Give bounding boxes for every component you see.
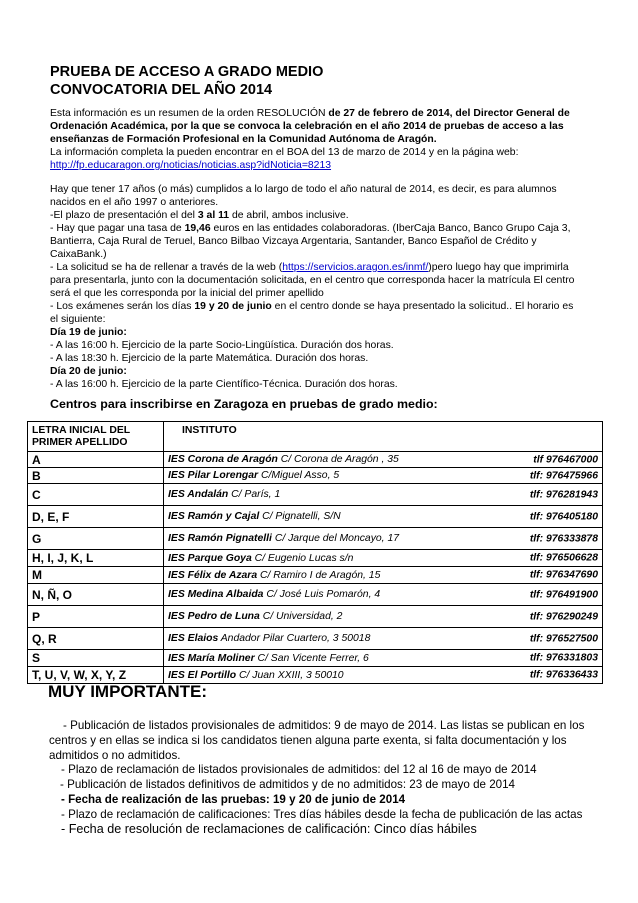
rule-exams-cont: el siguiente: [50,314,106,325]
rule-banks: Bantierra, Caja Rural de Teruel, Banco Bilbao Vizcaya Argentaria, Santander, Banco Español de Crédito y [50,236,537,247]
institute-name: IES Medina Albaida [168,589,264,600]
important-item-1: - Publicación de listados provisionales de admitidos: 9 de mayo de 2014. Las listas se publican en los [63,719,585,732]
table-row [28,452,603,468]
rule-text: - La solicitud se ha de rellenar a través de la web ( [50,262,283,273]
rule-web-cont-2: será el que les corresponda por la inicial del primer apellido [50,288,324,299]
important-item-6: - Fecha de resolución de reclamaciones de calificación: Cinco días hábiles [61,822,477,836]
institute-address: Andador Pilar Cuartero, 3 50018 [218,633,371,644]
day-19-exam-1: - A las 16:00 h. Ejercicio de la parte Socio-Lingüística. Duración dos horas. [50,340,394,351]
rule-text: - Hay que pagar una tasa de [50,223,185,234]
intro-bold: enseñanzas de Formación Profesional en la Comunidad Autónoma de Aragón. [50,134,437,145]
row-letters: A [28,452,164,468]
institute-phone: tlf: 976527500 [529,633,598,644]
table-row [28,606,603,628]
institute-phone: tlf: 976290249 [529,611,598,622]
institute-name: IES Parque Goya [168,552,252,564]
table-row [28,528,603,550]
header-letter: LETRA INICIAL DEL PRIMER APELLIDO [28,422,164,452]
table-row [28,506,603,528]
row-letters: H, I, J, K, L [28,550,164,567]
table-row [28,584,603,606]
intro-line-1 [50,107,605,120]
intro-line-2 [50,120,605,133]
header-institute: INSTITUTO [164,422,603,452]
intro-line-4: La información completa la pueden encontrar en el BOA del 13 de marzo de 2014 y en la página web: [50,147,519,158]
rule-text: en el centro donde se haya presentado la solicitud.. El horario es [271,301,574,312]
rule-bold: 19 y 20 de junio [194,301,272,312]
institute-phone: tlf: 976347690 [529,569,598,581]
table-row [28,628,603,650]
institute-address: C/ Eugenio Lucas s/n [251,552,354,564]
row-institute [164,484,603,506]
institute-name: IES Ramón y Cajal [168,511,260,522]
row-institute [164,506,603,528]
row-letters: P [28,606,164,628]
row-institute [164,567,603,584]
institute-phone: tlf: 976475966 [529,470,598,481]
important-item-5: - Plazo de reclamación de calificaciones: Tres días hábiles desde la fecha de publicación de las actas [61,808,583,821]
row-letters: G [28,528,164,550]
institute-phone: tlf 976467000 [533,454,598,465]
institute-address: C/ Jarque del Moncayo, 17 [271,533,400,544]
institute-phone: tlf: 976281943 [529,489,598,500]
institute-address: C/ Corona de Aragón , 35 [277,454,399,465]
institute-name: IES Pilar Lorengar [168,470,259,481]
institute-address: C/ José Luis Pomarón, 4 [263,589,381,600]
table-row [28,468,603,484]
important-item-1-cont-2: admitidos o no admitidos. [49,749,181,762]
institute-address: C/ Universidad, 2 [259,611,343,622]
row-letters: Q, R [28,628,164,650]
row-institute [164,667,603,684]
institute-address: C/ San Vicente Ferrer, 6 [254,652,369,664]
important-item-1-cont: centros y en ellas se indica si los candidatos tienen alguna parte exenta, si falta documentación y los [49,734,567,747]
table-row [28,484,603,506]
rule-exams [50,300,605,313]
table-row [28,650,603,667]
row-letters: C [28,484,164,506]
important-item-3: - Publicación de listados definitivos de admitidos y de no admitidos: 23 de mayo de 2014 [60,778,516,791]
table-row [28,550,603,567]
intro-line-3 [50,133,605,146]
row-institute [164,650,603,667]
servicios-link[interactable]: https://servicios.aragon.es/inmf/ [282,262,429,273]
institute-phone: tlf: 976491900 [529,589,598,600]
institute-phone: tlf: 976506628 [529,552,598,564]
institutes-table [27,421,603,684]
rule-web-cont: para presentarla, junto con la documentación solicitada, en el centro que corresponda hacer la matrícula El centro [50,275,575,286]
row-letters: S [28,650,164,667]
rule-bold: 3 al 11 [197,210,230,221]
important-heading: MUY IMPORTANTE: [48,682,207,701]
table-row [28,667,603,684]
intro-bold: de 27 de febrero de 2014, del Director General de [328,108,570,119]
row-institute [164,584,603,606]
rule-deadline [50,209,605,222]
document-subtitle: CONVOCATORIA DEL AÑO 2014 [50,82,273,98]
rule-text: -El plazo de presentación el del [50,210,198,221]
intro-bold: Ordenación Académica, por la que se convoca la celebración en el año 2014 de pruebas de acceso a las [50,121,564,132]
row-letters: D, E, F [28,506,164,528]
rule-bold: 19,46 [184,223,211,234]
institute-phone: tlf: 976331803 [529,652,598,664]
institute-address: C/ Ramiro I de Aragón, 15 [257,569,381,581]
institute-phone: tlf: 976333878 [529,533,598,544]
day-20-exam-1: - A las 16:00 h. Ejercicio de la parte Científico-Técnica. Duración dos horas. [50,379,398,390]
row-institute [164,628,603,650]
institute-name: IES Corona de Aragón [168,454,278,465]
centros-heading: Centros para inscribirse en Zaragoza en pruebas de grado medio: [50,397,438,411]
important-item-4: - Fecha de realización de las pruebas: 19 y 20 de junio de 2014 [61,793,406,806]
row-letters: B [28,468,164,484]
day-19-exam-2: - A las 18:30 h. Ejercicio de la parte Matemática. Duración dos horas. [50,353,369,364]
institute-name: IES Félix de Azara [168,569,258,581]
row-letters: M [28,567,164,584]
institute-name: IES Elaios [168,633,219,644]
rule-fee [50,222,605,235]
rule-text: de abril, ambos inclusive. [229,210,349,221]
institute-address: C/ Pignatelli, S/N [259,511,341,522]
row-institute [164,606,603,628]
institute-phone: tlf: 976405180 [529,511,598,522]
institute-address: C/Miguel Asso, 5 [258,470,340,481]
document-title: PRUEBA DE ACCESO A GRADO MEDIO [50,64,324,80]
row-institute [164,550,603,567]
row-institute [164,528,603,550]
institute-name: IES Ramón Pignatelli [168,533,272,544]
institute-name: IES Andalán [168,489,229,500]
rule-banks-cont: CaixaBank.) [50,249,107,260]
rule-age-cont: nacidos en el año 1997 o anteriores. [50,197,219,208]
table-header-row [28,422,603,452]
institute-name: IES El Portillo [168,669,237,681]
row-institute [164,452,603,468]
institute-phone: tlf: 976336433 [529,669,598,681]
rule-text: euros en las entidades colaboradoras. (IberCaja Banco, Banco Grupo Caja 3, [210,223,571,234]
day-heading: Día 19 de junio: [50,327,127,338]
day-heading: Día 20 de junio: [50,366,127,377]
rule-text: )pero luego hay que imprimirla [428,262,569,273]
institute-name: IES Pedro de Luna [168,611,260,622]
row-letters: T, U, V, W, X, Y, Z [28,667,164,684]
day-19-heading [50,326,605,339]
table-row [28,567,603,584]
boa-link-line [50,159,605,172]
important-item-2: - Plazo de reclamación de listados provisionales de admitidos: del 12 al 16 de mayo de 2014 [61,763,537,776]
rule-web [50,261,605,274]
institute-name: IES María Moliner [168,652,255,664]
row-letters: N, Ñ, O [28,584,164,606]
institute-address: C/ París, 1 [228,489,281,500]
intro-text: Esta información es un resumen de la orden RESOLUCIÓN [50,108,329,119]
row-institute [164,468,603,484]
boa-link[interactable]: http://fp.educaragon.org/noticias/noticias.asp?idNoticia=8213 [50,160,332,171]
rule-text: - Los exámenes serán los días [50,301,195,312]
institute-address: C/ Juan XXIII, 3 50010 [236,669,344,681]
day-20-heading [50,365,605,378]
rule-age: Hay que tener 17 años (o más) cumplidos a lo largo de todo el año natural de 2014, es decir, es para alumnos [50,184,557,195]
